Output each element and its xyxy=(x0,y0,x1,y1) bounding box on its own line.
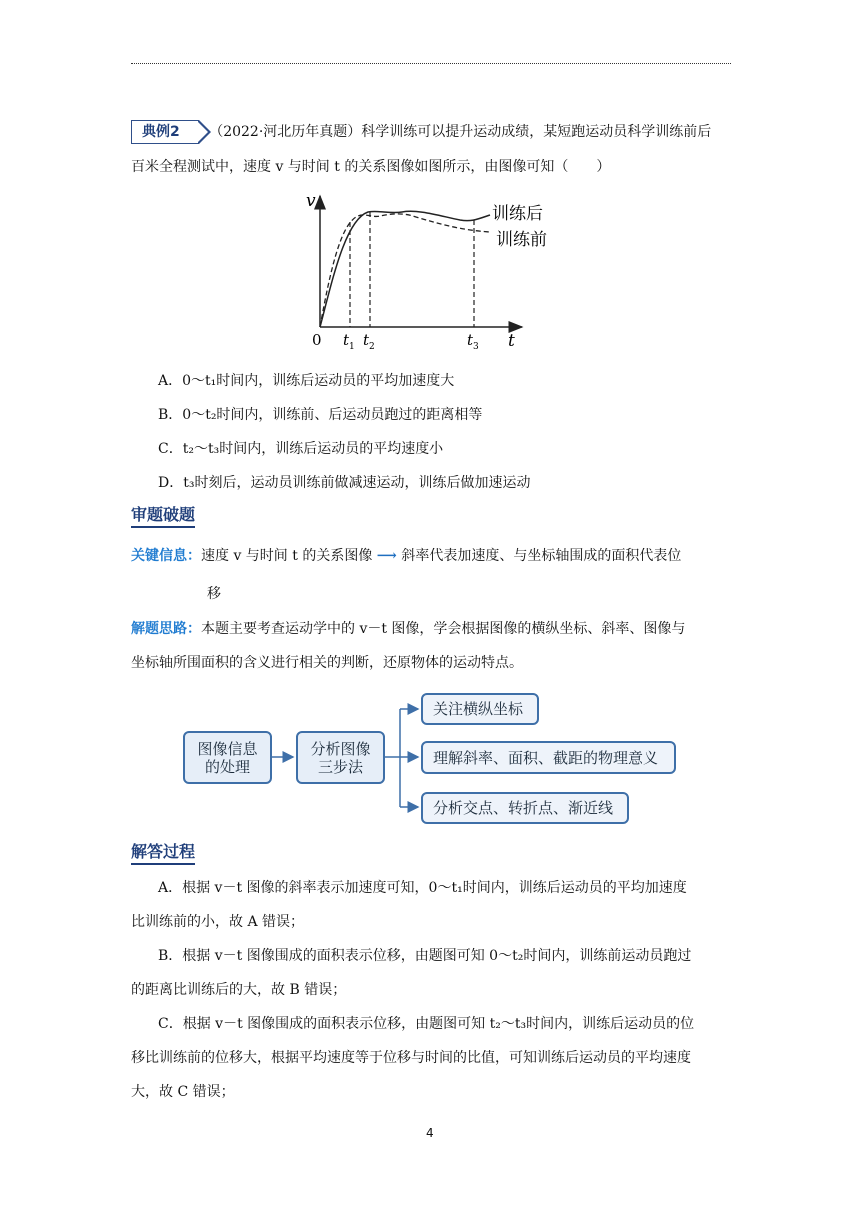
origin-label: 0 xyxy=(312,331,322,349)
flow-out-axes: 关注横纵坐标 xyxy=(421,693,539,725)
option-a: A．0～t₁时间内，训练后运动员的平均加速度大 xyxy=(158,373,455,389)
example-source-text: （2022·河北历年真题）科学训练可以提升运动成绩，某短跑运动员科学训练前后 xyxy=(209,124,712,140)
analysis-heading: 审题破题 xyxy=(131,505,195,528)
key-info-arrow: ⟶ xyxy=(376,548,397,564)
idea-label: 解题思路： xyxy=(131,621,201,637)
page-number: 4 xyxy=(426,1126,434,1140)
t-axis-label: t xyxy=(508,331,515,351)
flow-out-meaning: 理解斜率、面积、截距的物理意义 xyxy=(421,741,676,774)
key-info-text: 速度 v 与时间 t 的关系图像 xyxy=(201,548,373,564)
solution-c-line-1: C．根据 v－t 图像围成的面积表示位移，由题图可知 t₂～t₃时间内，训练后运动员的位 xyxy=(158,1016,695,1032)
t1-label: $t_1$ xyxy=(343,331,355,352)
option-c: C．t₂～t₃时间内，训练后运动员的平均速度小 xyxy=(158,441,444,457)
key-info-label: 关键信息： xyxy=(131,548,201,564)
solution-b-line-1: B．根据 v－t 图像围成的面积表示位移，由题图可知 0～t₂时间内，训练前运动员跑过 xyxy=(158,948,692,964)
idea-line-2: 坐标轴所围面积的含义进行相关的判断，还原物体的运动特点。 xyxy=(131,655,523,671)
solution-c-line-2: 移比训练前的位移大，根据平均速度等于位移与时间的比值，可知训练后运动员的平均速度 xyxy=(131,1050,691,1066)
option-b: B．0～t₂时间内，训练前、后运动员跑过的距离相等 xyxy=(158,407,483,423)
t2-label: $t_2$ xyxy=(363,331,375,352)
example-tag: 典例2 xyxy=(131,120,199,144)
solution-heading: 解答过程 xyxy=(131,842,195,865)
solution-a-line-1: A．根据 v－t 图像的斜率表示加速度可知，0～t₁时间内，训练后运动员的平均加速度 xyxy=(158,880,687,896)
v-axis-label: v xyxy=(306,192,316,211)
option-d: D．t₃时刻后，运动员训练前做减速运动，训练后做加速运动 xyxy=(158,475,531,491)
idea-text-1: 本题主要考查运动学中的 v－t 图像，学会根据图像的横纵坐标、斜率、图像与 xyxy=(201,621,686,637)
key-info-result: 斜率代表加速度、与坐标轴围成的面积代表位 xyxy=(401,548,682,564)
flow-box-image-info: 图像信息 的处理 xyxy=(183,731,272,784)
solution-a-line-2: 比训练前的小，故 A 错误； xyxy=(131,914,305,930)
t3-label: $t_3$ xyxy=(467,331,479,352)
before-training-label: 训练前 xyxy=(496,230,547,250)
flow-out-points: 分析交点、转折点、渐近线 xyxy=(421,792,629,824)
solution-b-line-2: 的距离比训练后的大，故 B 错误； xyxy=(131,982,347,998)
key-info-continuation: 移 xyxy=(207,586,221,602)
example-line-2: 百米全程测试中，速度 v 与时间 t 的关系图像如图所示，由图像可知（ ） xyxy=(131,159,611,175)
flow-box-three-steps: 分析图像 三步法 xyxy=(296,731,385,784)
solution-c-line-3: 大，故 C 错误； xyxy=(131,1084,235,1100)
after-training-label: 训练后 xyxy=(492,204,543,224)
